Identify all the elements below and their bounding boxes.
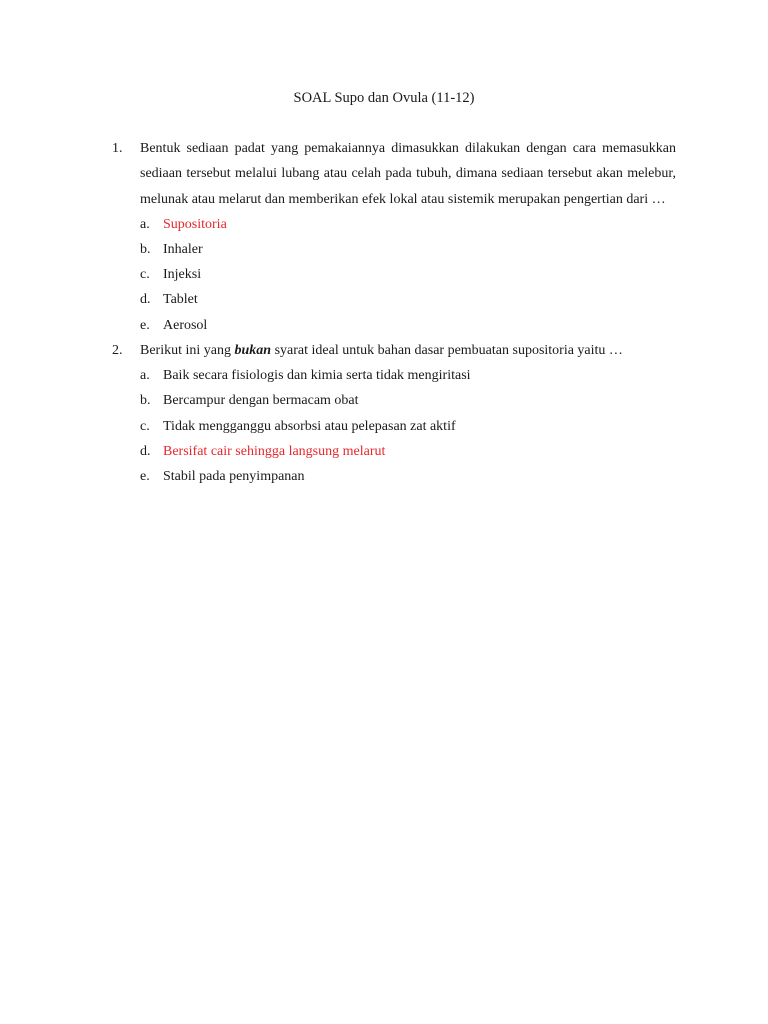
options-list (140, 363, 676, 489)
option-text: Tablet (163, 292, 198, 308)
option-b (140, 237, 676, 262)
option-letter: b. (140, 242, 151, 258)
option-a (140, 363, 676, 388)
option-letter: e. (140, 317, 150, 333)
question-number: 1. (112, 141, 123, 156)
option-text: Supositoria (163, 216, 227, 232)
question-1 (112, 136, 676, 338)
question-text-after: syarat ideal untuk bahan dasar pembuatan supositoria yaitu … (271, 342, 623, 358)
option-letter: a. (140, 216, 150, 232)
question-2 (112, 338, 676, 489)
question-text-emphasis: bukan (234, 342, 272, 358)
option-text: Aerosol (163, 317, 208, 333)
question-number: 2. (112, 342, 123, 358)
question-list (112, 136, 676, 489)
option-letter: e. (140, 468, 150, 484)
option-letter: b. (140, 393, 151, 409)
option-letter: c. (140, 267, 150, 283)
option-text: Bercampur dengan bermacam obat (163, 393, 359, 409)
option-text: Inhaler (163, 242, 203, 258)
page-title: SOAL Supo dan Ovula (11-12) (293, 90, 475, 106)
options-list (140, 212, 676, 338)
option-text: Tidak mengganggu absorbsi atau pelepasan zat aktif (163, 418, 456, 434)
option-letter: d. (140, 292, 151, 308)
option-c (140, 414, 676, 439)
option-text: Injeksi (163, 267, 202, 283)
question-text-before: Berikut ini yang (140, 342, 235, 358)
option-c (140, 262, 676, 287)
option-e (140, 464, 676, 489)
option-letter: d. (140, 443, 151, 459)
option-b (140, 388, 676, 413)
question-text (140, 338, 676, 363)
option-d-correct-answer (140, 439, 676, 464)
option-text: Baik secara fisiologis dan kimia serta tidak mengiritasi (163, 368, 471, 384)
option-text: Stabil pada penyimpanan (163, 468, 305, 484)
option-e (140, 313, 676, 338)
option-a-correct-answer (140, 212, 676, 237)
option-d (140, 287, 676, 312)
question-text: Bentuk sediaan padat yang pemakaiannya dimasukkan dilakukan dengan cara memasukkan sediaan tersebut melalui lubang atau celah pada tubuh, dimana sediaan tersebut akan melebur, melunak atau melarut dan memberikan efek lokal atau sistemik merupakan pengertian dari … (140, 141, 676, 207)
option-letter: c. (140, 418, 150, 434)
option-text: Bersifat cair sehingga langsung melarut (163, 443, 386, 459)
option-letter: a. (140, 368, 150, 384)
